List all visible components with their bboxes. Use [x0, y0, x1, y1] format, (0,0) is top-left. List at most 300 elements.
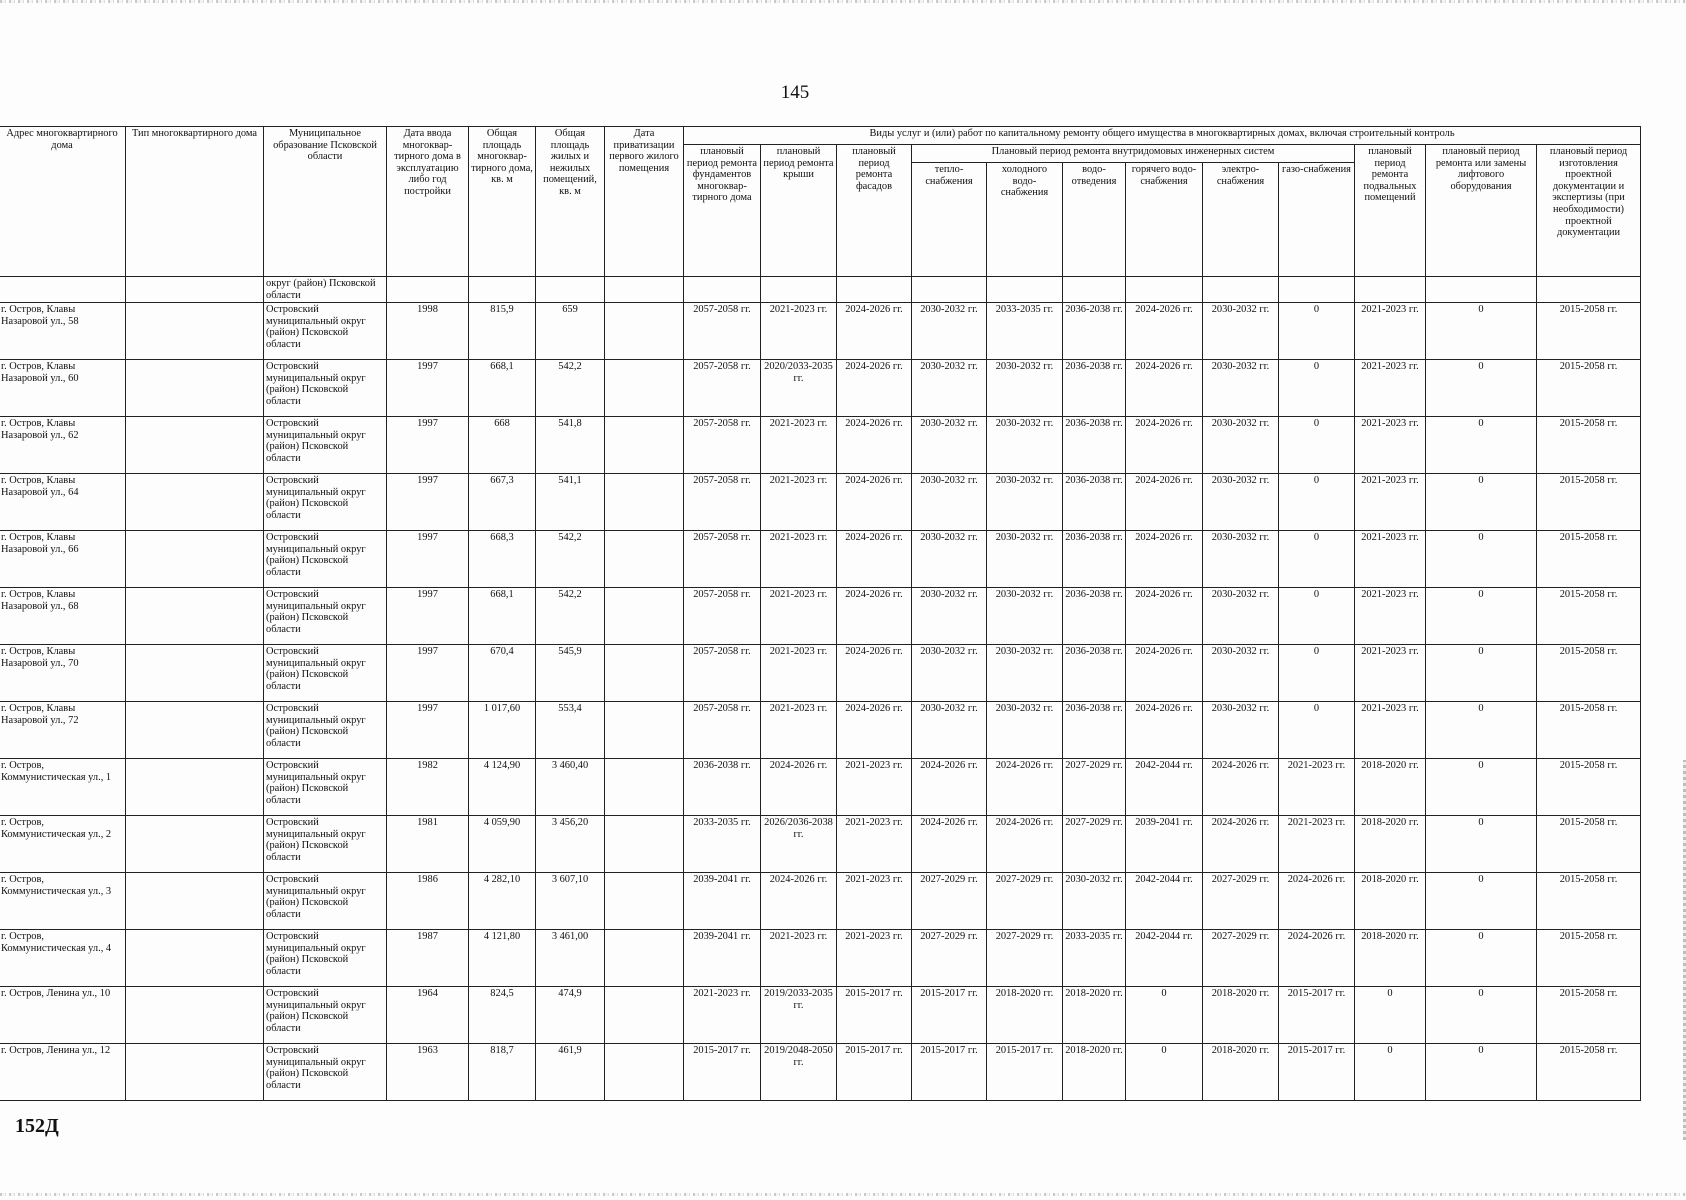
col-privatization-header: Дата приватизации первого жилого помещения — [605, 127, 684, 277]
drainage-period-cell: 2030-2032 гг. — [1063, 873, 1126, 930]
facade-period-cell: 2024-2026 гг. — [837, 417, 912, 474]
privatization-cell — [605, 873, 684, 930]
total-area-cell: 668,1 — [469, 588, 536, 645]
municipality-cell: Островский муниципальный округ (район) Псковской области — [264, 816, 387, 873]
foundation-period-cell: 2039-2041 гг. — [684, 873, 761, 930]
heating-period-cell: 2030-2032 гг. — [912, 474, 987, 531]
hot-water-period-cell: 2042-2044 гг. — [1126, 759, 1203, 816]
elevator-period-cell: 0 — [1426, 987, 1537, 1044]
elevator-period-cell: 0 — [1426, 360, 1537, 417]
type-cell — [126, 531, 264, 588]
col-foundation-header: плановый период ремонта фундаментов многоквар-тирного дома — [684, 145, 761, 277]
roof-period-cell: 2021-2023 гг. — [761, 303, 837, 360]
municipality-cell: Островский муниципальный округ (район) Псковской области — [264, 930, 387, 987]
commission-year-cell: 1964 — [387, 987, 469, 1044]
foundation-period-cell: 2057-2058 гг. — [684, 588, 761, 645]
drainage-period-cell: 2036-2038 гг. — [1063, 588, 1126, 645]
address-cell: г. Остров, Клавы Назаровой ул., 64 — [0, 474, 126, 531]
cold-water-period-cell: 2024-2026 гг. — [987, 759, 1063, 816]
total-area-cell: 668 — [469, 417, 536, 474]
roof-period-cell: 2021-2023 гг. — [761, 930, 837, 987]
commission-year-cell: 1997 — [387, 417, 469, 474]
total-area-cell: 670,4 — [469, 645, 536, 702]
col-gas-header: газо-снабжения — [1279, 163, 1355, 277]
col-basement-header: плановый период ремонта подвальных помещений — [1355, 145, 1426, 277]
type-cell — [126, 360, 264, 417]
municipality-cell: Островский муниципальный округ (район) Псковской области — [264, 873, 387, 930]
table-body — [0, 277, 1641, 1101]
heating-period-cell: 2030-2032 гг. — [912, 360, 987, 417]
col-drainage-header: водо-отведения — [1063, 163, 1126, 277]
basement-period-cell: 0 — [1355, 987, 1426, 1044]
hot-water-period-cell: 2024-2026 гг. — [1126, 360, 1203, 417]
commission-year-cell: 1997 — [387, 702, 469, 759]
heating-period-cell: 2030-2032 гг. — [912, 417, 987, 474]
foundation-period-cell: 2057-2058 гг. — [684, 702, 761, 759]
municipality-cell: Островский муниципальный округ (район) Псковской области — [264, 588, 387, 645]
col-residential-area-header: Общая площадь жилых и нежилых помещений, кв. м — [536, 127, 605, 277]
col-total-area-header: Общая площадь многоквар-тирного дома, кв. м — [469, 127, 536, 277]
address-cell: г. Остров, Клавы Назаровой ул., 70 — [0, 645, 126, 702]
hot-water-period-cell: 0 — [1126, 1044, 1203, 1101]
table-row — [0, 645, 1641, 702]
cold-water-period-cell: 2030-2032 гг. — [987, 531, 1063, 588]
commission-year-cell: 1963 — [387, 1044, 469, 1101]
facade-period-cell: 2021-2023 гг. — [837, 930, 912, 987]
hot-water-period-cell: 2024-2026 гг. — [1126, 645, 1203, 702]
electricity-period-cell: 2018-2020 гг. — [1203, 987, 1279, 1044]
col-hot-water-header: горячего водо-снабжения — [1126, 163, 1203, 277]
privatization-cell — [605, 987, 684, 1044]
commission-year-cell: 1997 — [387, 531, 469, 588]
residential-area-cell: 461,9 — [536, 1044, 605, 1101]
foundation-period-cell: 2033-2035 гг. — [684, 816, 761, 873]
col-electricity-header: электро-снабжения — [1203, 163, 1279, 277]
facade-period-cell: 2015-2017 гг. — [837, 1044, 912, 1101]
facade-period-cell: 2024-2026 гг. — [837, 531, 912, 588]
privatization-cell — [605, 474, 684, 531]
capital-repair-table — [0, 126, 1641, 1101]
municipality-cell: Островский муниципальный округ (район) Псковской области — [264, 303, 387, 360]
hot-water-period-cell: 2024-2026 гг. — [1126, 303, 1203, 360]
total-area-cell: 824,5 — [469, 987, 536, 1044]
cold-water-period-cell: 2030-2032 гг. — [987, 645, 1063, 702]
electricity-period-cell: 2030-2032 гг. — [1203, 531, 1279, 588]
gas-period-cell: 2015-2017 гг. — [1279, 987, 1355, 1044]
total-area-cell: 4 121,80 — [469, 930, 536, 987]
elevator-period-cell: 0 — [1426, 759, 1537, 816]
facade-period-cell: 2021-2023 гг. — [837, 873, 912, 930]
municipality-cell: Островский муниципальный округ (район) Псковской области — [264, 645, 387, 702]
heating-period-cell: 2030-2032 гг. — [912, 303, 987, 360]
privatization-cell — [605, 303, 684, 360]
drainage-period-cell: 2036-2038 гг. — [1063, 474, 1126, 531]
hot-water-period-cell: 2042-2044 гг. — [1126, 873, 1203, 930]
hot-water-period-cell: 2024-2026 гг. — [1126, 531, 1203, 588]
foundation-period-cell: 2036-2038 гг. — [684, 759, 761, 816]
privatization-cell — [605, 588, 684, 645]
privatization-cell — [605, 360, 684, 417]
roof-period-cell: 2021-2023 гг. — [761, 645, 837, 702]
cold-water-period-cell: 2030-2032 гг. — [987, 360, 1063, 417]
type-cell — [126, 987, 264, 1044]
residential-area-cell: 541,1 — [536, 474, 605, 531]
cold-water-period-cell: 2030-2032 гг. — [987, 417, 1063, 474]
drainage-period-cell: 2018-2020 гг. — [1063, 1044, 1126, 1101]
roof-period-cell: 2021-2023 гг. — [761, 588, 837, 645]
heating-period-cell: 2015-2017 гг. — [912, 1044, 987, 1101]
gas-period-cell: 0 — [1279, 303, 1355, 360]
type-cell — [126, 303, 264, 360]
col-roof-header: плановый период ремонта крыши — [761, 145, 837, 277]
basement-period-cell: 0 — [1355, 1044, 1426, 1101]
elevator-period-cell: 0 — [1426, 474, 1537, 531]
drainage-period-cell: 2036-2038 гг. — [1063, 531, 1126, 588]
roof-period-cell: 2019/2048-2050 гг. — [761, 1044, 837, 1101]
total-area-cell: 815,9 — [469, 303, 536, 360]
facade-period-cell: 2021-2023 гг. — [837, 759, 912, 816]
design-docs-period-cell: 2015-2058 гг. — [1537, 930, 1641, 987]
foundation-period-cell: 2039-2041 гг. — [684, 930, 761, 987]
design-docs-period-cell: 2015-2058 гг. — [1537, 702, 1641, 759]
roof-period-cell: 2021-2023 гг. — [761, 702, 837, 759]
basement-period-cell: 2021-2023 гг. — [1355, 645, 1426, 702]
col-type-header: Тип многоквартирного дома — [126, 127, 264, 277]
gas-period-cell: 0 — [1279, 588, 1355, 645]
foundation-period-cell: 2057-2058 гг. — [684, 417, 761, 474]
scan-edge-top — [0, 0, 1686, 3]
municipality-cell: Островский муниципальный округ (район) Псковской области — [264, 474, 387, 531]
type-cell — [126, 930, 264, 987]
cold-water-period-cell: 2027-2029 гг. — [987, 930, 1063, 987]
col-elevator-header: плановый период ремонта или замены лифтового оборудования — [1426, 145, 1537, 277]
table-row — [0, 702, 1641, 759]
municipality-cell: Островский муниципальный округ (район) Псковской области — [264, 759, 387, 816]
heating-period-cell: 2015-2017 гг. — [912, 987, 987, 1044]
cold-water-period-cell: 2030-2032 гг. — [987, 702, 1063, 759]
privatization-cell — [605, 531, 684, 588]
electricity-period-cell: 2030-2032 гг. — [1203, 303, 1279, 360]
residential-area-cell: 474,9 — [536, 987, 605, 1044]
address-cell: г. Остров, Коммунистическая ул., 2 — [0, 816, 126, 873]
works-group-header: Виды услуг и (или) работ по капитальному ремонту общего имущества в многоквартирных домах, включая строительный контроль — [684, 127, 1641, 145]
cold-water-period-cell: 2033-2035 гг. — [987, 303, 1063, 360]
drainage-period-cell: 2036-2038 гг. — [1063, 303, 1126, 360]
total-area-cell: 4 282,10 — [469, 873, 536, 930]
hot-water-period-cell: 2024-2026 гг. — [1126, 588, 1203, 645]
table-row — [0, 1044, 1641, 1101]
design-docs-period-cell: 2015-2058 гг. — [1537, 588, 1641, 645]
type-cell — [126, 816, 264, 873]
heating-period-cell: 2030-2032 гг. — [912, 645, 987, 702]
cold-water-period-cell: 2024-2026 гг. — [987, 816, 1063, 873]
municipality-cell: Островский муниципальный округ (район) Псковской области — [264, 702, 387, 759]
design-docs-period-cell: 2015-2058 гг. — [1537, 1044, 1641, 1101]
residential-area-cell: 541,8 — [536, 417, 605, 474]
municipality-cell: Островский муниципальный округ (район) Псковской области — [264, 531, 387, 588]
facade-period-cell: 2024-2026 гг. — [837, 303, 912, 360]
basement-period-cell: 2021-2023 гг. — [1355, 360, 1426, 417]
drainage-period-cell: 2033-2035 гг. — [1063, 930, 1126, 987]
table-row — [0, 588, 1641, 645]
electricity-period-cell: 2030-2032 гг. — [1203, 645, 1279, 702]
elevator-period-cell: 0 — [1426, 645, 1537, 702]
gas-period-cell: 0 — [1279, 474, 1355, 531]
commission-year-cell: 1998 — [387, 303, 469, 360]
basement-period-cell: 2021-2023 гг. — [1355, 474, 1426, 531]
gas-period-cell: 0 — [1279, 417, 1355, 474]
basement-period-cell: 2021-2023 гг. — [1355, 303, 1426, 360]
gas-period-cell: 2024-2026 гг. — [1279, 930, 1355, 987]
commission-year-cell: 1986 — [387, 873, 469, 930]
heating-period-cell: 2024-2026 гг. — [912, 816, 987, 873]
commission-year-cell: 1997 — [387, 588, 469, 645]
col-heating-header: тепло-снабжения — [912, 163, 987, 277]
drainage-period-cell: 2036-2038 гг. — [1063, 645, 1126, 702]
municipality-cell: Островский муниципальный округ (район) Псковской области — [264, 360, 387, 417]
municipality-cell: Островский муниципальный округ (район) Псковской области — [264, 417, 387, 474]
residential-area-cell: 3 607,10 — [536, 873, 605, 930]
drainage-period-cell: 2036-2038 гг. — [1063, 702, 1126, 759]
electricity-period-cell: 2030-2032 гг. — [1203, 474, 1279, 531]
total-area-cell: 667,3 — [469, 474, 536, 531]
address-cell: г. Остров, Клавы Назаровой ул., 60 — [0, 360, 126, 417]
table-row — [0, 987, 1641, 1044]
privatization-cell — [605, 816, 684, 873]
page-number: 145 — [780, 82, 810, 103]
design-docs-period-cell: 2015-2058 гг. — [1537, 873, 1641, 930]
drainage-period-cell: 2027-2029 гг. — [1063, 816, 1126, 873]
hot-water-period-cell: 2024-2026 гг. — [1126, 417, 1203, 474]
document-code: 152Д — [15, 1115, 59, 1137]
roof-period-cell: 2024-2026 гг. — [761, 759, 837, 816]
foundation-period-cell: 2057-2058 гг. — [684, 360, 761, 417]
cold-water-period-cell: 2030-2032 гг. — [987, 588, 1063, 645]
total-area-cell: 1 017,60 — [469, 702, 536, 759]
table-row — [0, 930, 1641, 987]
residential-area-cell: 659 — [536, 303, 605, 360]
foundation-period-cell: 2057-2058 гг. — [684, 303, 761, 360]
electricity-period-cell: 2027-2029 гг. — [1203, 930, 1279, 987]
cold-water-period-cell: 2030-2032 гг. — [987, 474, 1063, 531]
col-address-header: Адрес многоквартирного дома — [0, 127, 126, 277]
electricity-period-cell: 2030-2032 гг. — [1203, 360, 1279, 417]
basement-period-cell: 2021-2023 гг. — [1355, 588, 1426, 645]
total-area-cell: 818,7 — [469, 1044, 536, 1101]
electricity-period-cell: 2027-2029 гг. — [1203, 873, 1279, 930]
continuation-cell: округ (район) Псковской области — [264, 277, 387, 303]
design-docs-period-cell: 2015-2058 гг. — [1537, 474, 1641, 531]
facade-period-cell: 2024-2026 гг. — [837, 702, 912, 759]
basement-period-cell: 2021-2023 гг. — [1355, 702, 1426, 759]
elevator-period-cell: 0 — [1426, 873, 1537, 930]
hot-water-period-cell: 0 — [1126, 987, 1203, 1044]
hot-water-period-cell: 2039-2041 гг. — [1126, 816, 1203, 873]
col-cold-water-header: холодного водо-снабжения — [987, 163, 1063, 277]
type-cell — [126, 759, 264, 816]
facade-period-cell: 2024-2026 гг. — [837, 645, 912, 702]
table-row — [0, 759, 1641, 816]
roof-period-cell: 2021-2023 гг. — [761, 417, 837, 474]
col-facade-header: плановый период ремонта фасадов — [837, 145, 912, 277]
electricity-period-cell: 2024-2026 гг. — [1203, 759, 1279, 816]
elevator-period-cell: 0 — [1426, 702, 1537, 759]
total-area-cell: 668,3 — [469, 531, 536, 588]
type-cell — [126, 1044, 264, 1101]
basement-period-cell: 2018-2020 гг. — [1355, 759, 1426, 816]
address-cell: г. Остров, Клавы Назаровой ул., 66 — [0, 531, 126, 588]
electricity-period-cell: 2030-2032 гг. — [1203, 417, 1279, 474]
hot-water-period-cell: 2024-2026 гг. — [1126, 702, 1203, 759]
gas-period-cell: 2015-2017 гг. — [1279, 1044, 1355, 1101]
foundation-period-cell: 2015-2017 гг. — [684, 1044, 761, 1101]
privatization-cell — [605, 645, 684, 702]
basement-period-cell: 2018-2020 гг. — [1355, 930, 1426, 987]
gas-period-cell: 0 — [1279, 531, 1355, 588]
elevator-period-cell: 0 — [1426, 531, 1537, 588]
foundation-period-cell: 2057-2058 гг. — [684, 531, 761, 588]
table-row — [0, 531, 1641, 588]
facade-period-cell: 2024-2026 гг. — [837, 588, 912, 645]
design-docs-period-cell: 2015-2058 гг. — [1537, 816, 1641, 873]
type-cell — [126, 417, 264, 474]
header-row-main — [0, 127, 1641, 145]
residential-area-cell: 3 456,20 — [536, 816, 605, 873]
electricity-period-cell: 2018-2020 гг. — [1203, 1044, 1279, 1101]
gas-period-cell: 2021-2023 гг. — [1279, 816, 1355, 873]
residential-area-cell: 542,2 — [536, 360, 605, 417]
foundation-period-cell: 2021-2023 гг. — [684, 987, 761, 1044]
heating-period-cell: 2030-2032 гг. — [912, 702, 987, 759]
address-cell: г. Остров, Коммунистическая ул., 1 — [0, 759, 126, 816]
privatization-cell — [605, 930, 684, 987]
basement-period-cell: 2018-2020 гг. — [1355, 873, 1426, 930]
total-area-cell: 4 124,90 — [469, 759, 536, 816]
heating-period-cell: 2027-2029 гг. — [912, 873, 987, 930]
privatization-cell — [605, 702, 684, 759]
gas-period-cell: 0 — [1279, 360, 1355, 417]
design-docs-period-cell: 2015-2058 гг. — [1537, 360, 1641, 417]
municipality-cell: Островский муниципальный округ (район) Псковской области — [264, 987, 387, 1044]
roof-period-cell: 2020/2033-2035 гг. — [761, 360, 837, 417]
drainage-period-cell: 2036-2038 гг. — [1063, 360, 1126, 417]
municipality-cell: Островский муниципальный округ (район) Псковской области — [264, 1044, 387, 1101]
cold-water-period-cell: 2015-2017 гг. — [987, 1044, 1063, 1101]
table-row — [0, 303, 1641, 360]
drainage-period-cell: 2027-2029 гг. — [1063, 759, 1126, 816]
hot-water-period-cell: 2042-2044 гг. — [1126, 930, 1203, 987]
address-cell: г. Остров, Клавы Назаровой ул., 58 — [0, 303, 126, 360]
cold-water-period-cell: 2027-2029 гг. — [987, 873, 1063, 930]
table-row — [0, 417, 1641, 474]
total-area-cell: 668,1 — [469, 360, 536, 417]
address-cell: г. Остров, Коммунистическая ул., 3 — [0, 873, 126, 930]
drainage-period-cell: 2036-2038 гг. — [1063, 417, 1126, 474]
residential-area-cell: 3 460,40 — [536, 759, 605, 816]
type-cell — [126, 873, 264, 930]
commission-year-cell: 1982 — [387, 759, 469, 816]
table-row — [0, 873, 1641, 930]
electricity-period-cell: 2024-2026 гг. — [1203, 816, 1279, 873]
design-docs-period-cell: 2015-2058 гг. — [1537, 987, 1641, 1044]
commission-year-cell: 1997 — [387, 474, 469, 531]
heating-period-cell: 2024-2026 гг. — [912, 759, 987, 816]
commission-year-cell: 1997 — [387, 645, 469, 702]
scan-edge-bottom — [0, 1193, 1686, 1196]
basement-period-cell: 2021-2023 гг. — [1355, 417, 1426, 474]
heating-period-cell: 2030-2032 гг. — [912, 531, 987, 588]
type-cell — [126, 588, 264, 645]
privatization-cell — [605, 759, 684, 816]
elevator-period-cell: 0 — [1426, 303, 1537, 360]
heating-period-cell: 2030-2032 гг. — [912, 588, 987, 645]
gas-period-cell: 2024-2026 гг. — [1279, 873, 1355, 930]
table-row — [0, 360, 1641, 417]
design-docs-period-cell: 2015-2058 гг. — [1537, 531, 1641, 588]
design-docs-period-cell: 2015-2058 гг. — [1537, 645, 1641, 702]
address-cell: г. Остров, Клавы Назаровой ул., 62 — [0, 417, 126, 474]
residential-area-cell: 542,2 — [536, 588, 605, 645]
residential-area-cell: 3 461,00 — [536, 930, 605, 987]
systems-group-header: Плановый период ремонта внутридомовых инженерных систем — [912, 145, 1355, 163]
type-cell — [126, 645, 264, 702]
total-area-cell: 4 059,90 — [469, 816, 536, 873]
roof-period-cell: 2021-2023 гг. — [761, 531, 837, 588]
electricity-period-cell: 2030-2032 гг. — [1203, 588, 1279, 645]
facade-period-cell: 2024-2026 гг. — [837, 360, 912, 417]
design-docs-period-cell: 2015-2058 гг. — [1537, 303, 1641, 360]
gas-period-cell: 2021-2023 гг. — [1279, 759, 1355, 816]
address-cell: г. Остров, Ленина ул., 10 — [0, 987, 126, 1044]
elevator-period-cell: 0 — [1426, 816, 1537, 873]
gas-period-cell: 0 — [1279, 645, 1355, 702]
commission-year-cell: 1987 — [387, 930, 469, 987]
col-municipality-header: Муниципальное образование Псковской области — [264, 127, 387, 277]
elevator-period-cell: 0 — [1426, 588, 1537, 645]
elevator-period-cell: 0 — [1426, 417, 1537, 474]
commission-year-cell: 1997 — [387, 360, 469, 417]
basement-period-cell: 2021-2023 гг. — [1355, 531, 1426, 588]
foundation-period-cell: 2057-2058 гг. — [684, 645, 761, 702]
cold-water-period-cell: 2018-2020 гг. — [987, 987, 1063, 1044]
gas-period-cell: 0 — [1279, 702, 1355, 759]
privatization-cell — [605, 1044, 684, 1101]
type-cell — [126, 474, 264, 531]
address-cell: г. Остров, Клавы Назаровой ул., 72 — [0, 702, 126, 759]
residential-area-cell: 545,9 — [536, 645, 605, 702]
residential-area-cell: 542,2 — [536, 531, 605, 588]
roof-period-cell: 2019/2033-2035 гг. — [761, 987, 837, 1044]
heating-period-cell: 2027-2029 гг. — [912, 930, 987, 987]
privatization-cell — [605, 417, 684, 474]
facade-period-cell: 2024-2026 гг. — [837, 474, 912, 531]
address-cell: г. Остров, Ленина ул., 12 — [0, 1044, 126, 1101]
col-commission-date-header: Дата ввода многоквар-тирного дома в эксплуатацию либо год постройки — [387, 127, 469, 277]
elevator-period-cell: 0 — [1426, 1044, 1537, 1101]
basement-period-cell: 2018-2020 гг. — [1355, 816, 1426, 873]
design-docs-period-cell: 2015-2058 гг. — [1537, 759, 1641, 816]
roof-period-cell: 2026/2036-2038 гг. — [761, 816, 837, 873]
table-row — [0, 816, 1641, 873]
roof-period-cell: 2021-2023 гг. — [761, 474, 837, 531]
hot-water-period-cell: 2024-2026 гг. — [1126, 474, 1203, 531]
address-cell: г. Остров, Клавы Назаровой ул., 68 — [0, 588, 126, 645]
address-cell: г. Остров, Коммунистическая ул., 4 — [0, 930, 126, 987]
foundation-period-cell: 2057-2058 гг. — [684, 474, 761, 531]
design-docs-period-cell: 2015-2058 гг. — [1537, 417, 1641, 474]
facade-period-cell: 2015-2017 гг. — [837, 987, 912, 1044]
facade-period-cell: 2021-2023 гг. — [837, 816, 912, 873]
